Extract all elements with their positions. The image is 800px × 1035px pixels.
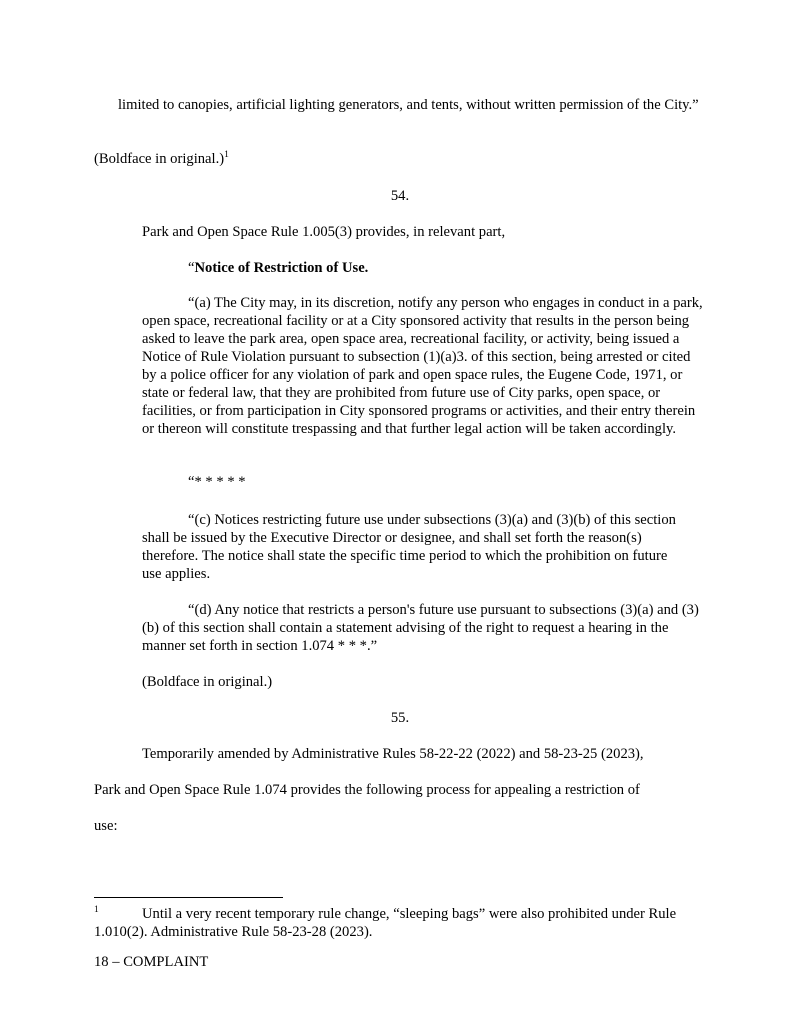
quote-continuation: limited to canopies, artificial lighting generators, and tents, without written permission of the City.” <box>118 97 699 113</box>
paragraph-55-line-3: use: <box>94 818 118 834</box>
paragraph-number-55: 55. <box>390 710 410 726</box>
boldface-note-text: (Boldface in original.) <box>94 151 225 167</box>
quote-heading <box>188 259 368 277</box>
paragraph-55-line-1: Temporarily amended by Administrative Rules 58-22-22 (2022) and 58-23-25 (2023), <box>142 746 644 762</box>
quote-heading-open: “ <box>188 260 195 276</box>
footnote-divider <box>94 897 283 898</box>
subsection-a: “(a) The City may, in its discretion, notify any person who engages in conduct in a park, open space, recreational facility or at a City sponsored activity that results in the person being asked to leave the park area, open space area, recreational facility, or activity, being issued a Notice of Rule Violation pursuant to subsection (1)(a)3. of this section, being arrested or cited by a police officer for any violation of park and open space rules, the Eugene Code, 1971, or state or federal law, that they are prohibited from future use of City parks, open space, or facilities, or from participation in City sponsored programs or activities, and their entry therein or thereon will constitute trespassing and that further legal action will be taken accordingly. <box>142 295 703 437</box>
quote-heading-text: Notice of Restriction of Use. <box>194 260 369 276</box>
omission-stars: “* * * * * <box>188 474 246 490</box>
footnote: 1 Until a very recent temporary rule change, “sleeping bags” were also prohibited under Rule 1.010(2). Administrative Rule 58-23-28 (2023). <box>94 905 677 940</box>
boldface-note-2: (Boldface in original.) <box>142 674 273 690</box>
subsection-d: “(d) Any notice that restricts a person's future use pursuant to subsections (3)(a) and (3)(b) of this section shall contain a statement advising of the right to request a hearing in the manner set forth in section 1.074 * * *.” <box>142 602 699 654</box>
footnote-reference: 1 <box>224 150 229 161</box>
subsection-c: “(c) Notices restricting future use under subsections (3)(a) and (3)(b) of this section shall be issued by the Executive Director or designee, and shall set forth the reason(s) therefore. The notice shall state the specific time period to which the prohibition on future use applies. <box>142 512 676 582</box>
paragraph-54-intro: Park and Open Space Rule 1.005(3) provides, in relevant part, <box>142 224 506 240</box>
page-footer: 18 – COMPLAINT <box>94 954 209 970</box>
boldface-note-1 <box>94 150 229 168</box>
footnote-text: Until a very recent temporary rule change, “sleeping bags” were also prohibited under Rule 1.010(2). Administrative Rule 58-23-28 (2023). <box>94 906 677 940</box>
paragraph-number-54: 54. <box>390 188 410 204</box>
paragraph-55-line-2: Park and Open Space Rule 1.074 provides the following process for appealing a restriction of <box>94 782 640 798</box>
